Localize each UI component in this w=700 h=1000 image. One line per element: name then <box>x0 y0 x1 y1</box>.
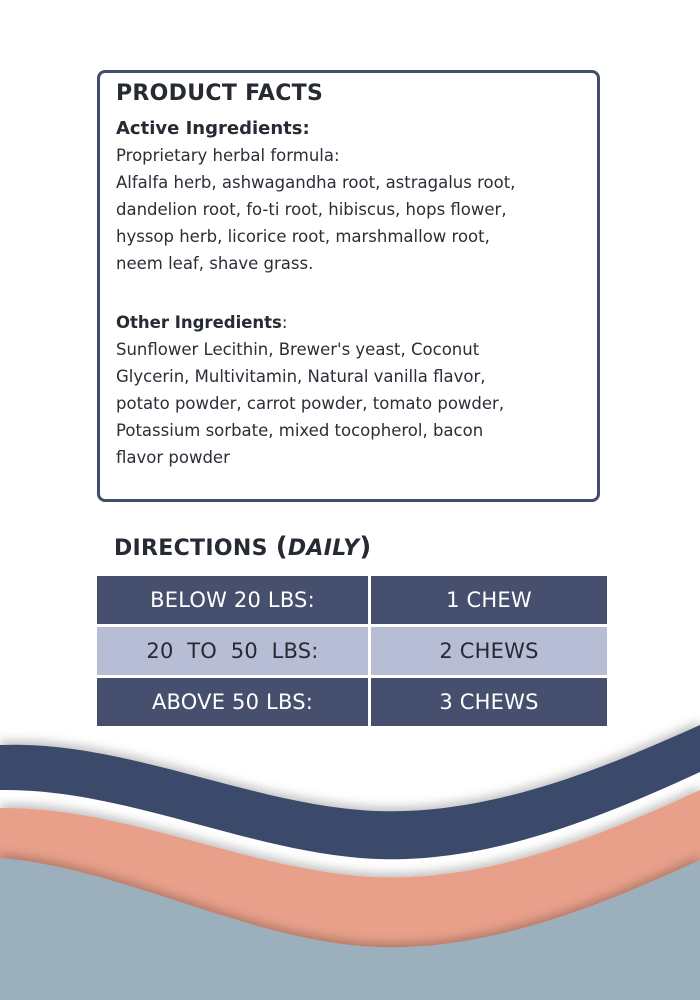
directions-title <box>114 532 372 562</box>
active-ingredients-list <box>116 142 597 277</box>
other-ingredient-line: Sunflower Lecithin, Brewer's yeast, Coconut <box>116 340 480 359</box>
other-ingredients-heading-colon: : <box>281 313 288 332</box>
dosage-amount-cell: 1 CHEW <box>371 576 607 624</box>
other-ingredients-heading <box>116 309 597 336</box>
product-facts-panel <box>97 70 600 502</box>
dosage-amount-cell: 2 CHEWS <box>371 627 607 675</box>
active-ingredient-line: neem leaf, shave grass. <box>116 254 314 273</box>
dosage-weight-cell: BELOW 20 LBS: <box>97 576 368 624</box>
product-facts-title: PRODUCT FACTS <box>116 81 324 106</box>
other-ingredient-line: Glycerin, Multivitamin, Natural vanilla flavor, <box>116 367 486 386</box>
active-ingredient-line: Proprietary herbal formula: <box>116 146 340 165</box>
active-ingredients-heading: Active Ingredients: <box>116 118 310 139</box>
dosage-weight-cell: ABOVE 50 LBS: <box>97 678 368 726</box>
decorative-waves <box>0 700 700 1000</box>
active-ingredient-line: Alfalfa herb, ashwagandha root, astragalus root, <box>116 173 516 192</box>
active-ingredient-line: hyssop herb, licorice root, marshmallow root, <box>116 227 490 246</box>
directions-title-daily: DAILY <box>287 536 360 561</box>
other-ingredients-list <box>116 336 597 471</box>
active-ingredient-line: dandelion root, fo-ti root, hibiscus, hops flower, <box>116 200 507 219</box>
other-ingredients-heading-text: Other Ingredients <box>116 313 282 332</box>
dosage-weight-cell: 20 TO 50 LBS: <box>97 627 368 675</box>
directions-paren-close: ) <box>359 532 372 562</box>
dosage-row <box>97 627 607 675</box>
dosage-row <box>97 576 607 624</box>
other-ingredient-line: Potassium sorbate, mixed tocopherol, bacon <box>116 421 484 440</box>
directions-paren-open: ( <box>275 532 288 562</box>
other-ingredient-line: potato powder, carrot powder, tomato powder, <box>116 394 505 413</box>
dosage-amount-cell: 3 CHEWS <box>371 678 607 726</box>
other-ingredient-line: flavor powder <box>116 448 230 467</box>
directions-title-text: DIRECTIONS <box>114 536 276 561</box>
